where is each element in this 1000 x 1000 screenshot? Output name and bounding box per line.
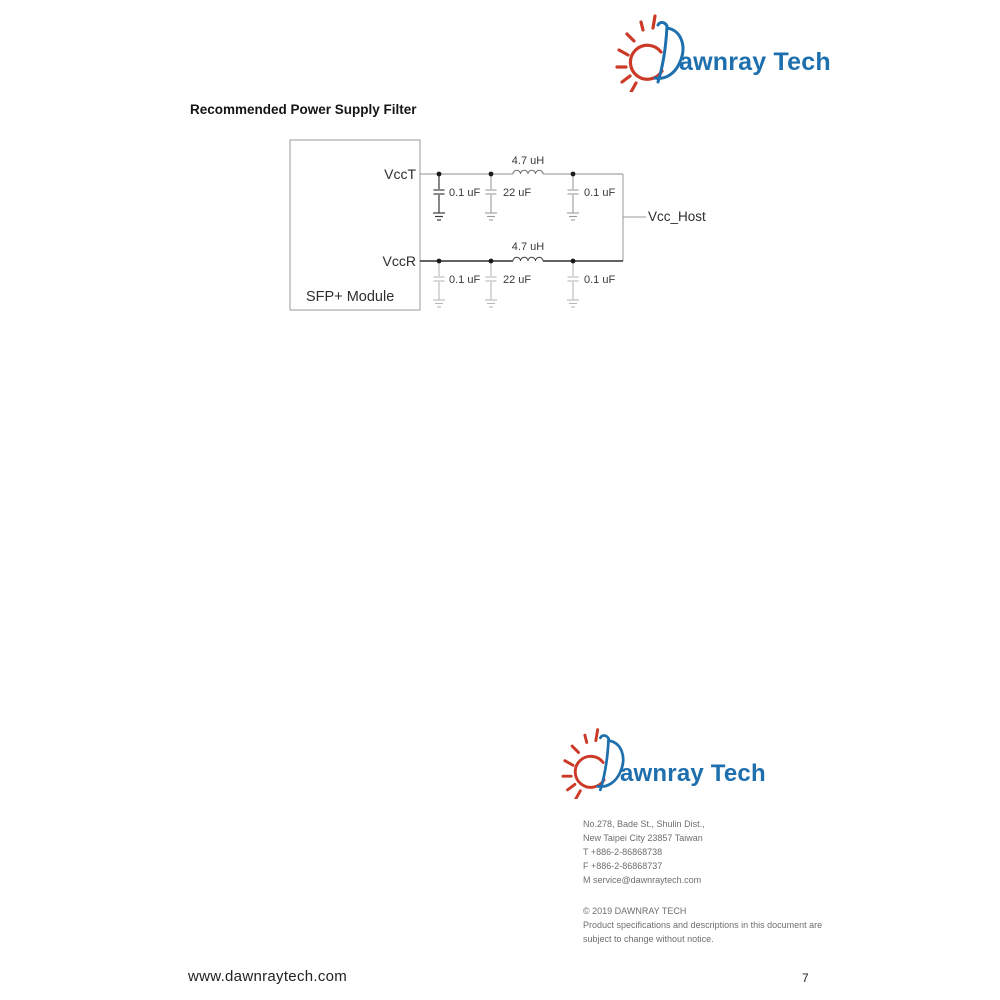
copyright-line: © 2019 DAWNRAY TECH bbox=[583, 906, 687, 916]
page-title: Recommended Power Supply Filter bbox=[190, 102, 417, 117]
sun-d-logo-icon bbox=[615, 12, 687, 92]
capacitor-icon bbox=[567, 174, 579, 220]
notice-line: Product specifications and descriptions in this document are bbox=[583, 920, 823, 930]
brand-name: awnray Tech bbox=[620, 760, 766, 787]
sun-d-logo-icon bbox=[561, 726, 627, 799]
junction-dot bbox=[489, 259, 494, 264]
inductor-value-top: 4.7 uH bbox=[511, 155, 545, 167]
pin-label-vcct: VccT bbox=[384, 166, 416, 182]
address-line: No.278, Bade St., Shulin Dist., bbox=[583, 819, 705, 829]
brand-name: awnray Tech bbox=[679, 48, 831, 76]
ground-icon bbox=[433, 300, 445, 307]
capacitor-value: 0.1 uF bbox=[449, 187, 481, 199]
junction-dot bbox=[437, 259, 442, 264]
fax-line: F +886-2-86868737 bbox=[583, 861, 663, 871]
junction-dot bbox=[437, 172, 442, 177]
footer-page-number: 7 bbox=[802, 971, 809, 985]
vccr-rail-wire bbox=[420, 257, 623, 261]
inductor-icon bbox=[513, 257, 543, 261]
phone-line: T +886-2-86868738 bbox=[583, 847, 663, 857]
contact-block bbox=[583, 817, 705, 887]
capacitor-value: 22 uF bbox=[503, 187, 532, 199]
notice-line: subject to change without notice. bbox=[583, 934, 714, 944]
host-label: Vcc_Host bbox=[648, 209, 706, 224]
footer-website: www.dawnraytech.com bbox=[188, 968, 348, 985]
sun-rays-icon bbox=[617, 16, 662, 92]
ground-icon bbox=[433, 213, 445, 220]
brand-logo-bottom bbox=[561, 726, 766, 799]
legal-block bbox=[583, 904, 822, 946]
address-line: New Taipei City 23857 Taiwan bbox=[583, 833, 703, 843]
capacitor-icon bbox=[567, 261, 579, 307]
host-connector-wire bbox=[623, 174, 646, 261]
email-line: M service@dawnraytech.com bbox=[583, 875, 702, 885]
vcct-rail-wire bbox=[420, 170, 623, 174]
capacitor-value: 22 uF bbox=[503, 274, 532, 286]
capacitor-value: 0.1 uF bbox=[584, 274, 616, 286]
capacitor-value: 0.1 uF bbox=[584, 187, 616, 199]
capacitor-value: 0.1 uF bbox=[449, 274, 481, 286]
module-label: SFP+ Module bbox=[306, 289, 395, 305]
inductor-value-bottom: 4.7 uH bbox=[511, 241, 545, 253]
junction-dot bbox=[571, 172, 576, 177]
ground-icon bbox=[485, 300, 497, 307]
capacitor-icon bbox=[433, 261, 445, 307]
ground-icon bbox=[567, 213, 579, 220]
capacitor-icon bbox=[485, 174, 497, 220]
brand-logo-top bbox=[615, 12, 831, 92]
capacitor-icon bbox=[433, 174, 445, 220]
ground-icon bbox=[485, 213, 497, 220]
sun-rays-icon bbox=[563, 730, 604, 799]
ground-icon bbox=[567, 300, 579, 307]
inductor-icon bbox=[513, 170, 543, 174]
capacitor-icon bbox=[485, 261, 497, 307]
junction-dot bbox=[489, 172, 494, 177]
pin-label-vccr: VccR bbox=[382, 253, 416, 269]
junction-dot bbox=[571, 259, 576, 264]
